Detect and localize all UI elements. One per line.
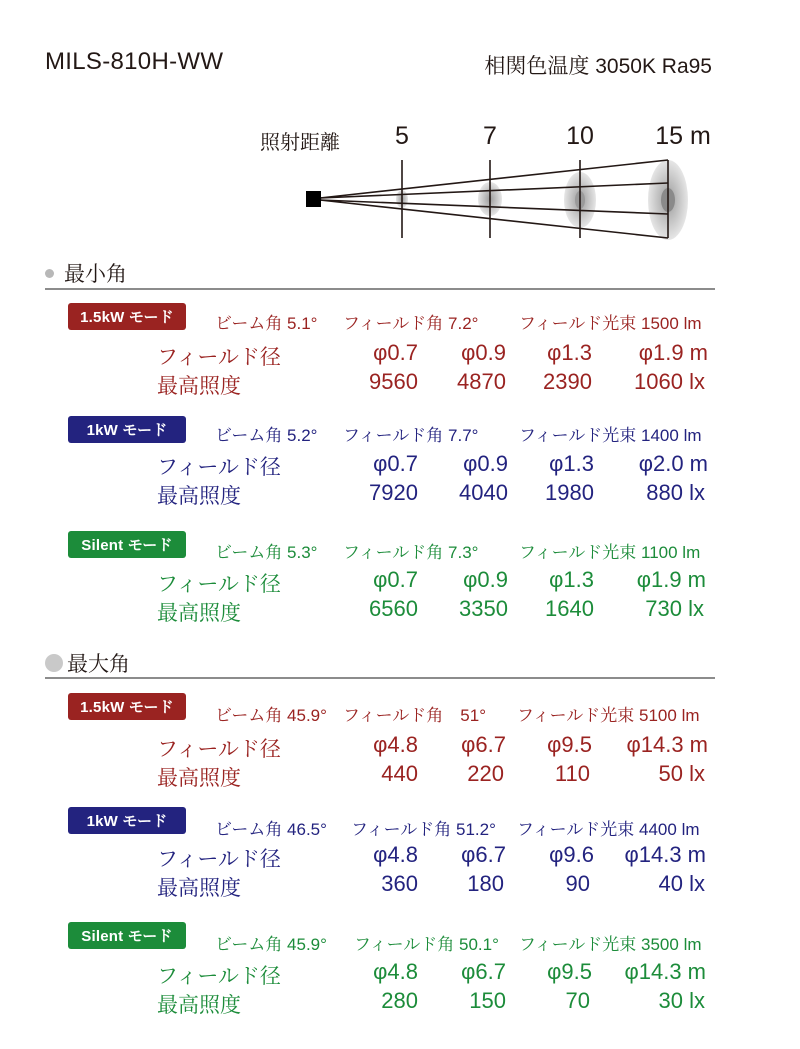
field-diameter-15: φ14.3 m	[624, 959, 706, 984]
beam-angle: ビーム角 5.3°	[215, 543, 318, 562]
field-diameter-15: φ14.3 m	[624, 842, 706, 867]
field-diameter-7: φ0.9	[463, 451, 508, 476]
field-diameter-15: φ14.3 m	[626, 732, 708, 757]
section-title: 最小角	[64, 263, 127, 286]
max-illuminance-10: 1980	[545, 480, 594, 505]
field-flux: フィールド光束 1100 lm	[519, 543, 701, 562]
mode-badge-silent: Silent モード	[68, 922, 186, 949]
field-diameter-5: φ4.8	[373, 842, 418, 867]
distance-10: 10	[566, 122, 594, 150]
field-diameter-7: φ0.9	[461, 340, 506, 365]
max-illuminance-label: 最高照度	[157, 994, 241, 1017]
mode-badge-silent: Silent モード	[68, 531, 186, 558]
field-diameter-15: φ2.0 m	[638, 451, 708, 476]
max-illuminance-5: 440	[381, 761, 418, 786]
field-diameter-label: フィールド径	[157, 456, 281, 479]
field-diameter-5: φ0.7	[373, 451, 418, 476]
field-flux: フィールド光束 1500 lm	[519, 314, 702, 333]
max-illuminance-7: 150	[469, 988, 506, 1013]
max-illuminance-15: 880 lx	[646, 480, 705, 505]
max-illuminance-5: 9560	[369, 369, 418, 394]
field-diameter-15: φ1.9 m	[638, 340, 708, 365]
max-illuminance-10: 1640	[545, 596, 594, 621]
mode-badge-1kw: 1kW モード	[68, 807, 186, 834]
field-angle: フィールド角 51°	[343, 706, 487, 725]
distance-5: 5	[395, 122, 409, 150]
field-diameter-10: φ9.5	[547, 732, 592, 757]
field-diameter-label: フィールド径	[157, 346, 281, 369]
field-diameter-7: φ6.7	[461, 959, 506, 984]
max-illuminance-15: 50 lx	[658, 761, 705, 786]
max-illuminance-label: 最高照度	[157, 767, 241, 790]
field-diameter-label: フィールド径	[157, 965, 281, 988]
section-divider	[45, 677, 715, 679]
field-diameter-label: フィールド径	[157, 738, 281, 761]
field-diameter-10: φ1.3	[547, 340, 592, 365]
bullet-icon	[45, 654, 63, 672]
max-illuminance-5: 280	[381, 988, 418, 1013]
section-divider	[45, 288, 715, 290]
projector-icon	[306, 191, 321, 207]
beam-angle: ビーム角 5.2°	[215, 426, 318, 445]
max-illuminance-10: 110	[554, 761, 590, 786]
field-flux: フィールド光束 4400 lm	[517, 820, 700, 839]
field-angle: フィールド角 7.3°	[343, 543, 479, 562]
distance-15m: 15 m	[655, 122, 711, 150]
max-illuminance-label: 最高照度	[157, 375, 241, 398]
max-illuminance-7: 220	[467, 761, 504, 786]
beam-angle: ビーム角 45.9°	[215, 706, 327, 725]
field-diameter-5: φ0.7	[373, 567, 418, 592]
max-illuminance-7: 3350	[459, 596, 508, 621]
max-illuminance-10: 70	[565, 988, 590, 1013]
field-diameter-7: φ6.7	[461, 732, 506, 757]
distance-7: 7	[483, 122, 497, 150]
field-diameter-10: φ1.3	[549, 451, 594, 476]
field-angle: フィールド角 7.2°	[343, 314, 479, 333]
field-diameter-5: φ4.8	[373, 732, 418, 757]
max-illuminance-10: 2390	[543, 369, 592, 394]
field-angle: フィールド角 51.2°	[351, 820, 496, 839]
max-illuminance-10: 90	[565, 871, 590, 896]
field-flux: フィールド光束 5100 lm	[517, 706, 700, 725]
max-illuminance-5: 7920	[369, 480, 418, 505]
field-diameter-10: φ1.3	[549, 567, 594, 592]
section-max-angle	[45, 648, 130, 678]
bullet-icon	[45, 269, 54, 278]
beam-angle: ビーム角 45.9°	[215, 935, 327, 954]
max-illuminance-label: 最高照度	[157, 877, 241, 900]
field-diameter-5: φ4.8	[373, 959, 418, 984]
section-min-angle	[45, 258, 127, 288]
field-angle: フィールド角 50.1°	[354, 935, 499, 954]
max-illuminance-7: 4040	[459, 480, 508, 505]
field-diameter-label: フィールド径	[157, 848, 281, 871]
mode-badge-1kw: 1kW モード	[68, 416, 186, 443]
color-temperature: 相関色温度 3050K Ra95	[484, 55, 712, 78]
model-name: MILS-810H-WW	[45, 48, 224, 75]
mode-badge-1-5kw: 1.5kW モード	[68, 303, 186, 330]
mode-badge-1-5kw: 1.5kW モード	[68, 693, 186, 720]
beam-angle: ビーム角 46.5°	[215, 820, 327, 839]
field-diameter-7: φ0.9	[463, 567, 508, 592]
beam-angle: ビーム角 5.1°	[215, 314, 318, 333]
distance-label: 照射距離	[260, 132, 340, 154]
field-diameter-10: φ9.5	[547, 959, 592, 984]
max-illuminance-5: 6560	[369, 596, 418, 621]
max-illuminance-7: 4870	[457, 369, 506, 394]
field-diameter-7: φ6.7	[461, 842, 506, 867]
field-diameter-5: φ0.7	[373, 340, 418, 365]
field-flux: フィールド光束 3500 lm	[519, 935, 702, 954]
max-illuminance-15: 730 lx	[645, 596, 704, 621]
max-illuminance-label: 最高照度	[157, 602, 241, 625]
max-illuminance-15: 1060 lx	[634, 369, 705, 394]
max-illuminance-15: 30 lx	[658, 988, 705, 1013]
field-diameter-15: φ1.9 m	[636, 567, 706, 592]
field-angle: フィールド角 7.7°	[343, 426, 479, 445]
max-illuminance-15: 40 lx	[658, 871, 705, 896]
max-illuminance-5: 360	[381, 871, 418, 896]
section-title: 最大角	[67, 653, 130, 676]
beam-spread-diagram	[300, 150, 720, 250]
max-illuminance-label: 最高照度	[157, 485, 241, 508]
max-illuminance-7: 180	[467, 871, 504, 896]
field-diameter-10: φ9.6	[549, 842, 594, 867]
field-diameter-label: フィールド径	[157, 573, 281, 596]
field-flux: フィールド光束 1400 lm	[519, 426, 702, 445]
